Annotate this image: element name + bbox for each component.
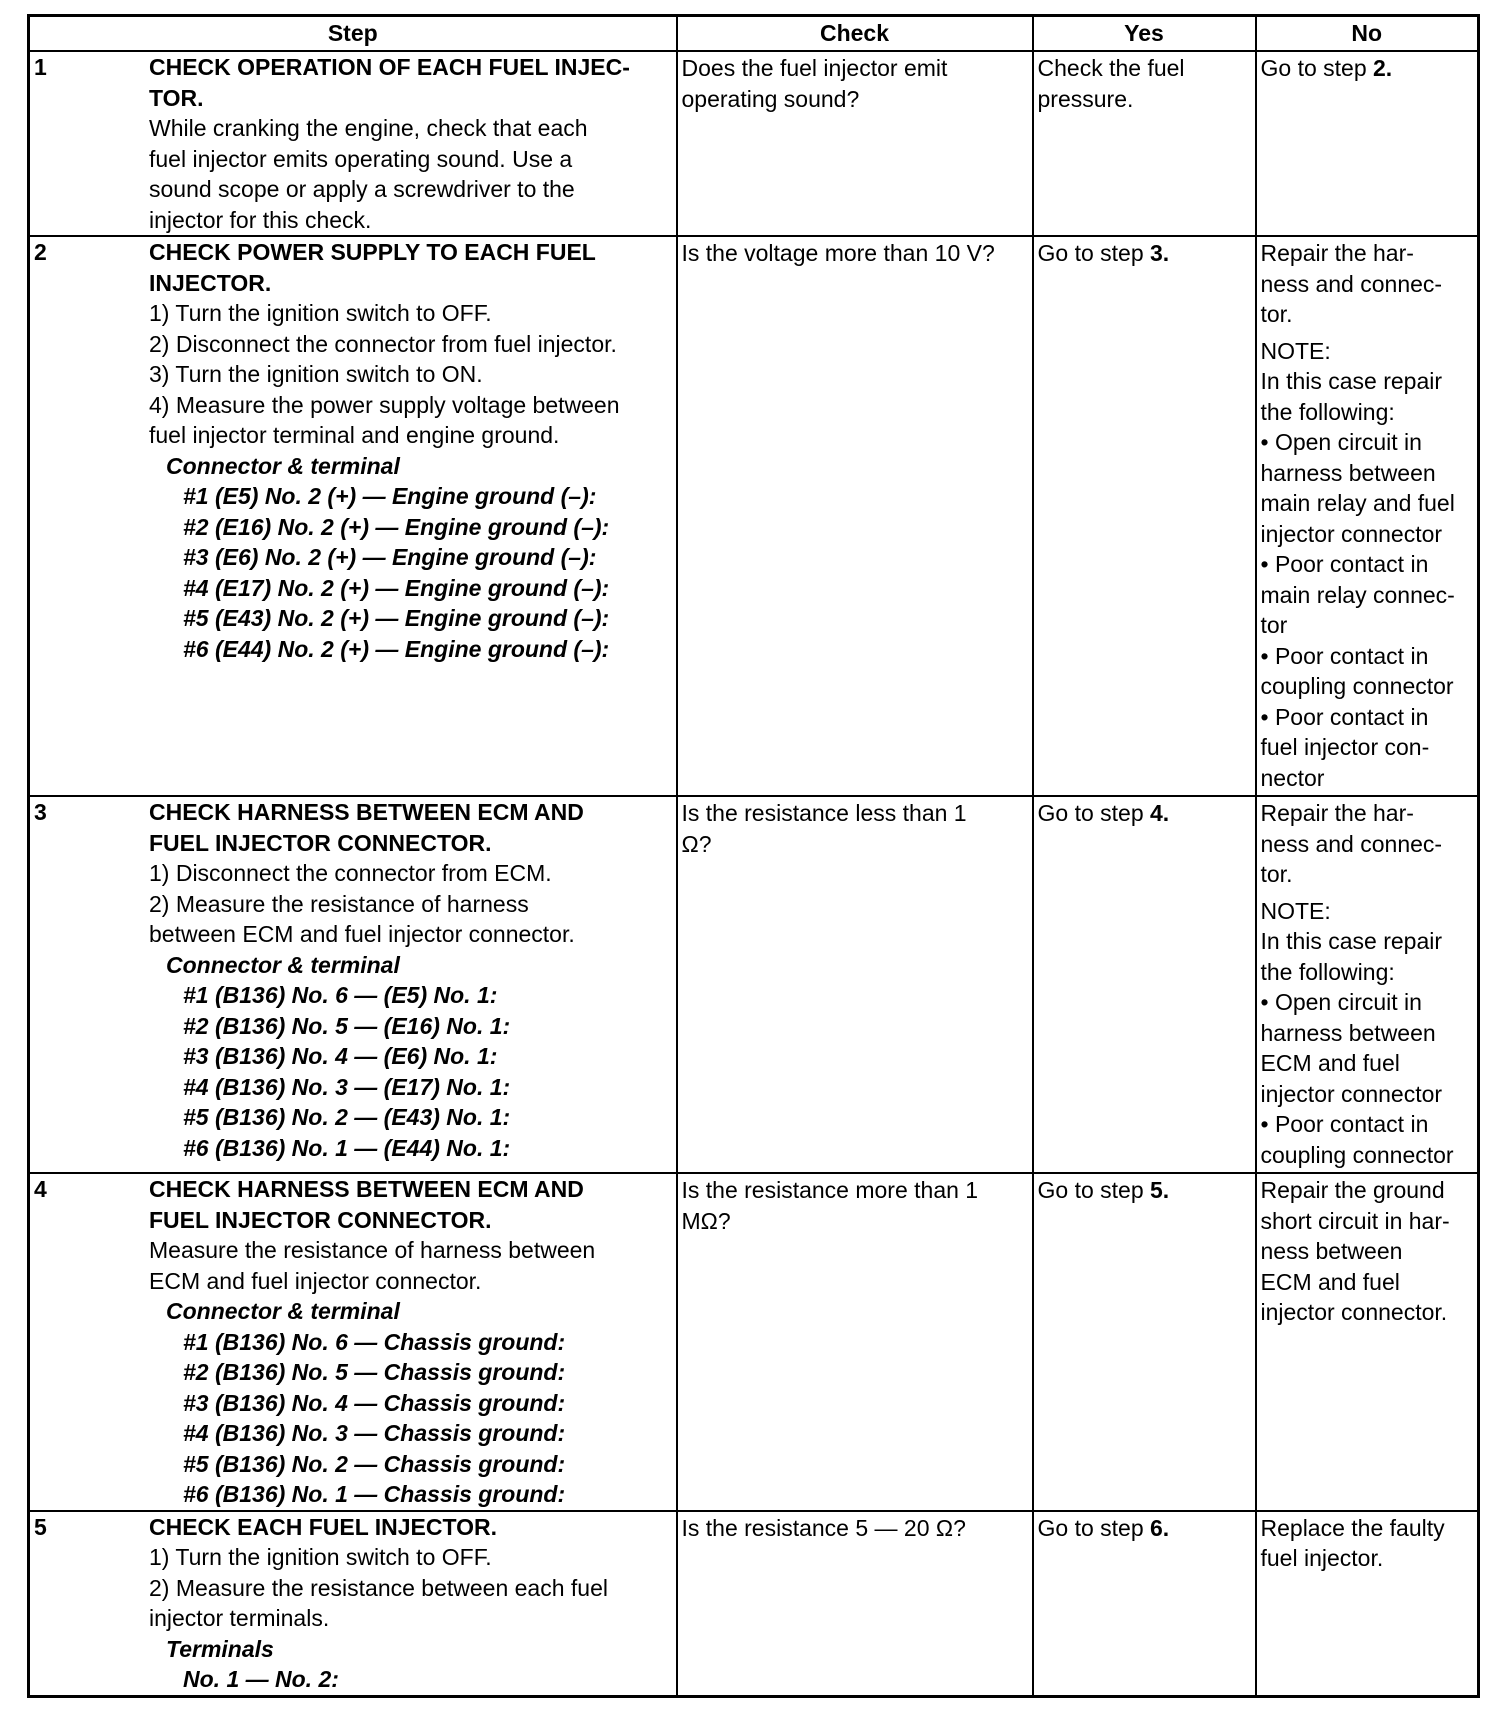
check-question-line: Is the resistance less than 1: [681, 800, 967, 826]
step-title-line: TOR.: [149, 84, 204, 111]
step-instruction-line: While cranking the engine, check that each: [149, 115, 588, 141]
step-content: [30, 1512, 676, 1695]
step-content: [30, 237, 676, 664]
header-check: Check: [677, 16, 1033, 52]
note-line: • Poor contact in: [1260, 703, 1429, 730]
step-body: [149, 52, 676, 235]
check-cell: [677, 796, 1033, 1173]
yes-cell: [1033, 51, 1256, 236]
step-title-line: FUEL INJECTOR CONNECTOR.: [149, 829, 492, 856]
connector-terminal-item: #5 (E43) No. 2 (+) — Engine ground (–):: [183, 605, 610, 631]
step-cell: [29, 796, 677, 1173]
step-title-line: CHECK POWER SUPPLY TO EACH FUEL: [149, 239, 596, 265]
note-line: tor: [1260, 612, 1288, 638]
note-line: coupling connector: [1260, 1141, 1454, 1168]
no-action-line: fuel injector.: [1260, 1545, 1384, 1571]
connector-terminal-item: #5 (B136) No. 2 — (E43) No. 1:: [183, 1104, 511, 1130]
check-cell: [677, 51, 1033, 236]
yes-cell: [1033, 796, 1256, 1173]
connector-terminal-item: #4 (E17) No. 2 (+) — Engine ground (–):: [183, 574, 610, 601]
yes-cell: [1033, 1511, 1256, 1697]
note-line: • Open circuit in: [1260, 429, 1422, 455]
step-body: [149, 1512, 676, 1695]
step-instruction-line: 1) Turn the ignition switch to OFF.: [149, 1544, 492, 1570]
yes-goto-prefix: Go to step: [1037, 240, 1151, 266]
no-cell: [1256, 796, 1479, 1173]
step-title-line: INJECTOR.: [149, 269, 272, 296]
connector-terminal-heading: Connector & terminal: [166, 951, 400, 978]
connector-terminal-item: #1 (B136) No. 6 — (E5) No. 1:: [183, 982, 498, 1008]
no-action-line: tor.: [1260, 861, 1293, 887]
no-action-line: ness and connec-: [1260, 830, 1443, 857]
header-yes: Yes: [1033, 16, 1256, 52]
yes-goto-line: [1038, 1175, 1251, 1206]
note-line: In this case repair: [1260, 368, 1443, 394]
yes-cell: [1033, 236, 1256, 796]
note-line: injector connector: [1260, 1080, 1443, 1107]
note-line: fuel injector con-: [1260, 734, 1430, 760]
step-row: [29, 51, 1479, 236]
note-line: main relay connec-: [1260, 581, 1455, 608]
check-cell: [677, 1511, 1033, 1697]
step-title-line: FUEL INJECTOR CONNECTOR.: [149, 1206, 492, 1233]
step-title-line: CHECK HARNESS BETWEEN ECM AND: [149, 799, 584, 825]
step-instruction-line: between ECM and fuel injector connector.: [149, 921, 575, 947]
check-question-line: operating sound?: [681, 85, 860, 112]
check-question-line: MΩ?: [681, 1207, 731, 1234]
connector-terminal-item: #2 (E16) No. 2 (+) — Engine ground (–):: [183, 513, 610, 540]
yes-goto-step: 6.: [1150, 1514, 1170, 1541]
check-question-line: Is the resistance 5 — 20 Ω?: [681, 1514, 966, 1541]
note-line: • Open circuit in: [1260, 989, 1422, 1015]
connector-terminal-item: #3 (B136) No. 4 — (E6) No. 1:: [183, 1043, 498, 1069]
note-line: harness between: [1260, 459, 1436, 486]
yes-goto-prefix: Go to step: [1037, 800, 1151, 826]
yes-goto-line: [1038, 798, 1251, 829]
no-action-line: Repair the ground: [1260, 1177, 1445, 1203]
step-instruction-line: Measure the resistance of harness between: [149, 1237, 596, 1263]
step-instruction-line: 4) Measure the power supply voltage between: [149, 391, 620, 418]
yes-goto-step: 3.: [1150, 240, 1170, 266]
no-action-line: tor.: [1260, 301, 1293, 327]
step-content: [30, 797, 676, 1163]
connector-terminal-item: #2 (B136) No. 5 — Chassis ground:: [183, 1359, 566, 1385]
step-instruction-line: ECM and fuel injector connector.: [149, 1267, 482, 1294]
note-line: harness between: [1260, 1019, 1436, 1046]
check-question-line: Does the fuel injector emit: [681, 55, 948, 81]
step-instruction-line: fuel injector emits operating sound. Use a: [149, 145, 573, 172]
note-line: ECM and fuel: [1260, 1050, 1400, 1076]
step-instruction-line: sound scope or apply a screwdriver to the: [149, 176, 575, 202]
step-row: [29, 236, 1479, 796]
yes-goto-line: [1038, 1513, 1251, 1544]
step-instruction-line: 1) Turn the ignition switch to OFF.: [149, 300, 492, 326]
step-content: [30, 1174, 676, 1510]
no-action-line: Repair the har-: [1260, 800, 1414, 826]
step-title-line: CHECK OPERATION OF EACH FUEL INJEC-: [149, 54, 630, 80]
step-body: [149, 1174, 676, 1510]
step-number: 4: [34, 1176, 47, 1202]
check-cell: [677, 236, 1033, 796]
note-line: In this case repair: [1260, 928, 1443, 954]
check-question-line: Ω?: [681, 830, 712, 857]
no-action-line: ness and connec-: [1260, 270, 1443, 297]
no-goto-prefix: Go to step: [1260, 55, 1374, 81]
step-cell: [29, 236, 677, 796]
step-row: [29, 796, 1479, 1173]
step-title-line: CHECK HARNESS BETWEEN ECM AND: [149, 1176, 584, 1202]
no-action-line: ECM and fuel: [1260, 1268, 1400, 1295]
step-instruction-line: 3) Turn the ignition switch to ON.: [149, 361, 483, 387]
connector-terminal-item: #4 (B136) No. 3 — Chassis ground:: [183, 1420, 566, 1446]
step-row: [29, 1173, 1479, 1511]
connector-terminal-item: No. 1 — No. 2:: [183, 1666, 339, 1692]
connector-terminal-item: #3 (B136) No. 4 — Chassis ground:: [183, 1389, 566, 1416]
connector-terminal-item: #1 (E5) No. 2 (+) — Engine ground (–):: [183, 483, 597, 509]
step-number: 1: [34, 54, 47, 80]
yes-goto-step: 5.: [1150, 1177, 1170, 1203]
no-action-line: short circuit in har-: [1260, 1207, 1450, 1234]
check-question-line: Is the resistance more than 1: [681, 1177, 979, 1203]
yes-goto-prefix: Go to step: [1037, 1514, 1151, 1541]
step-instruction-line: 2) Measure the resistance between each fuel: [149, 1574, 608, 1601]
connector-terminal-heading: Connector & terminal: [166, 452, 400, 479]
step-body: [149, 797, 676, 1163]
connector-terminal-item: #6 (B136) No. 1 — (E44) No. 1:: [183, 1134, 511, 1161]
connector-terminal-item: #4 (B136) No. 3 — (E17) No. 1:: [183, 1073, 511, 1100]
step-row: [29, 1511, 1479, 1697]
diagnostic-procedure-table: [27, 14, 1480, 1698]
note-line: the following:: [1260, 958, 1395, 985]
yes-cell: [1033, 1173, 1256, 1511]
note-line: coupling connector: [1260, 673, 1454, 699]
note-line: • Poor contact in: [1260, 551, 1429, 577]
step-number: 3: [34, 799, 47, 825]
step-instruction-line: fuel injector terminal and engine ground.: [149, 422, 560, 448]
no-action-line: Repair the har-: [1260, 240, 1414, 266]
step-number: 2: [34, 239, 47, 265]
step-instruction-line: 2) Measure the resistance of harness: [149, 890, 529, 917]
connector-terminal-heading: Terminals: [166, 1635, 274, 1662]
yes-action-line: Check the fuel: [1037, 55, 1185, 81]
no-cell: [1256, 51, 1479, 236]
connector-terminal-item: #3 (E6) No. 2 (+) — Engine ground (–):: [183, 544, 597, 570]
note-line: • Poor contact in: [1260, 1111, 1429, 1137]
step-instruction-line: 1) Disconnect the connector from ECM.: [149, 860, 552, 886]
check-question-line: Is the voltage more than 10 V?: [681, 240, 995, 266]
yes-goto-step: 4.: [1150, 800, 1170, 826]
no-cell: [1256, 1173, 1479, 1511]
no-goto-step: 2.: [1373, 55, 1393, 81]
note-line: main relay and fuel: [1260, 490, 1455, 516]
no-action-line: Replace the faulty: [1260, 1514, 1445, 1541]
no-action-line: ness between: [1260, 1238, 1403, 1264]
step-instruction-line: 2) Disconnect the connector from fuel injector.: [149, 330, 617, 357]
note-label: NOTE:: [1260, 897, 1331, 924]
header-no: No: [1256, 16, 1479, 52]
no-action-line: injector connector.: [1260, 1299, 1448, 1325]
connector-terminal-item: #6 (B136) No. 1 — Chassis ground:: [183, 1481, 566, 1507]
header-step: Step: [29, 16, 677, 52]
step-body: [149, 237, 676, 664]
yes-goto-line: [1038, 238, 1251, 269]
no-cell: [1256, 236, 1479, 796]
connector-terminal-item: #5 (B136) No. 2 — Chassis ground:: [183, 1450, 566, 1477]
note-label: NOTE:: [1260, 337, 1331, 364]
note-line: nector: [1260, 764, 1325, 791]
connector-terminal-item: #6 (E44) No. 2 (+) — Engine ground (–):: [183, 635, 610, 662]
note-line: the following:: [1260, 398, 1395, 425]
step-content: [30, 52, 676, 235]
check-cell: [677, 1173, 1033, 1511]
step-cell: [29, 1173, 677, 1511]
note-line: • Poor contact in: [1260, 642, 1429, 669]
yes-action-line: pressure.: [1037, 85, 1134, 112]
connector-terminal-heading: Connector & terminal: [166, 1298, 400, 1324]
step-instruction-line: injector terminals.: [149, 1605, 330, 1631]
yes-goto-prefix: Go to step: [1037, 1177, 1151, 1203]
no-cell: [1256, 1511, 1479, 1697]
step-cell: [29, 51, 677, 236]
connector-terminal-item: #1 (B136) No. 6 — Chassis ground:: [183, 1328, 566, 1355]
no-goto-line: [1261, 53, 1474, 84]
header-row: [29, 16, 1479, 52]
step-instruction-line: injector for this check.: [149, 206, 372, 233]
note-line: injector connector: [1260, 520, 1443, 547]
connector-terminal-item: #2 (B136) No. 5 — (E16) No. 1:: [183, 1012, 511, 1039]
step-title-line: CHECK EACH FUEL INJECTOR.: [149, 1513, 498, 1540]
step-cell: [29, 1511, 677, 1697]
step-number: 5: [34, 1513, 47, 1540]
